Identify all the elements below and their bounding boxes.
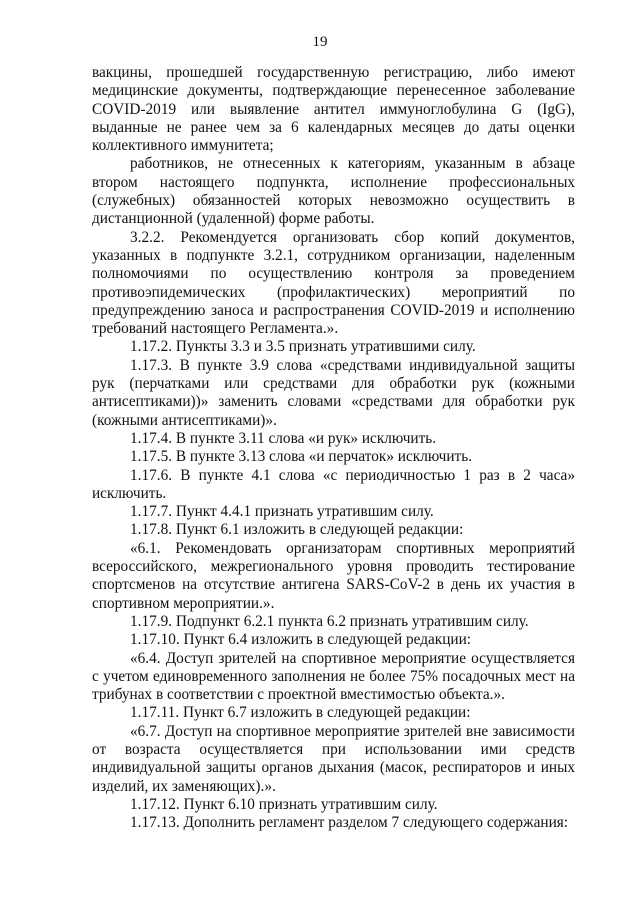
paragraph: 1.17.4. В пункте 3.11 слова «и рук» исключить.: [130, 429, 437, 447]
paragraph: «6.7. Доступ на спортивное мероприятие зрителей вне зависимости от возраста осуществляется при использовании ими средств индивидуальной защиты органов дыхания (масок, респираторов и иных изделий, их заменяющих).».: [92, 722, 575, 795]
paragraph: 1.17.5. В пункте 3.13 слова «и перчаток» исключить.: [130, 448, 473, 466]
paragraph: 1.17.2. Пункты 3.3 и 3.5 признать утратившими силу.: [130, 338, 476, 356]
document-body: [92, 64, 575, 832]
paragraph: работников, не отнесенных к категориям, указанным в абзаце втором настоящего подпункта, исполнение профессиональных (служебных) обязанностей которых невозможно осуществить в дистанционной (удаленной) форме работы.: [92, 155, 575, 228]
paragraph: 1.17.10. Пункт 6.4 изложить в следующей редакции:: [130, 631, 472, 649]
paragraph: 3.2.2. Рекомендуется организовать сбор копий документов, указанных в подпункте 3.2.1, сотрудником организации, наделенным полномочиями по осуществлению контроля за проведением противоэпидемических (профилактических) мероприятий по предупреждению заноса и распространения COVID-2019 и исполнению требований настоящего Регламента.».: [92, 228, 575, 338]
paragraph: 1.17.9. Подпункт 6.2.1 пункта 6.2 признать утратившим силу.: [130, 612, 529, 630]
paragraph: «6.1. Рекомендовать организаторам спортивных мероприятий всероссийского, межрегионального уровня проводить тестирование спортсменов на отсутствие антигена SARS-CoV-2 в день их участия в спортивном мероприятии.».: [92, 539, 575, 612]
paragraph: 1.17.13. Дополнить регламент разделом 7 следующего содержания:: [130, 814, 569, 832]
paragraph: 1.17.7. Пункт 4.4.1 признать утратившим силу.: [130, 503, 434, 521]
paragraph: 1.17.6. В пункте 4.1 слова «с периодичностью 1 раз в 2 часа» исключить.: [92, 466, 575, 502]
paragraph: вакцины, прошедшей государственную регистрацию, либо имеют медицинские документы, подтверждающие перенесенное заболевание COVID-2019 или выявление антител иммуноглобулина G (IgG), выданные не ранее чем за 6 календарных месяцев до даты оценки коллективного иммунитета;: [92, 64, 575, 155]
paragraph: 1.17.11. Пункт 6.7 изложить в следующей редакции:: [130, 704, 471, 722]
paragraph: «6.4. Доступ зрителей на спортивное мероприятие осуществляется с учетом единовременного заполнения не более 75% посадочных мест на трибунах в соответствии с проектной вместимостью объекта.».: [92, 649, 575, 704]
page-number: 19: [312, 34, 328, 50]
paragraph: 1.17.12. Пункт 6.10 признать утратившим силу.: [130, 795, 438, 813]
paragraph: 1.17.8. Пункт 6.1 изложить в следующей редакции:: [130, 521, 464, 539]
paragraph: 1.17.3. В пункте 3.9 слова «средствами индивидуальной защиты рук (перчатками или средствами для обработки рук (кожными антисептиками))» заменить словами «средствами для обработки рук (кожными антисептиками)».: [92, 356, 575, 429]
